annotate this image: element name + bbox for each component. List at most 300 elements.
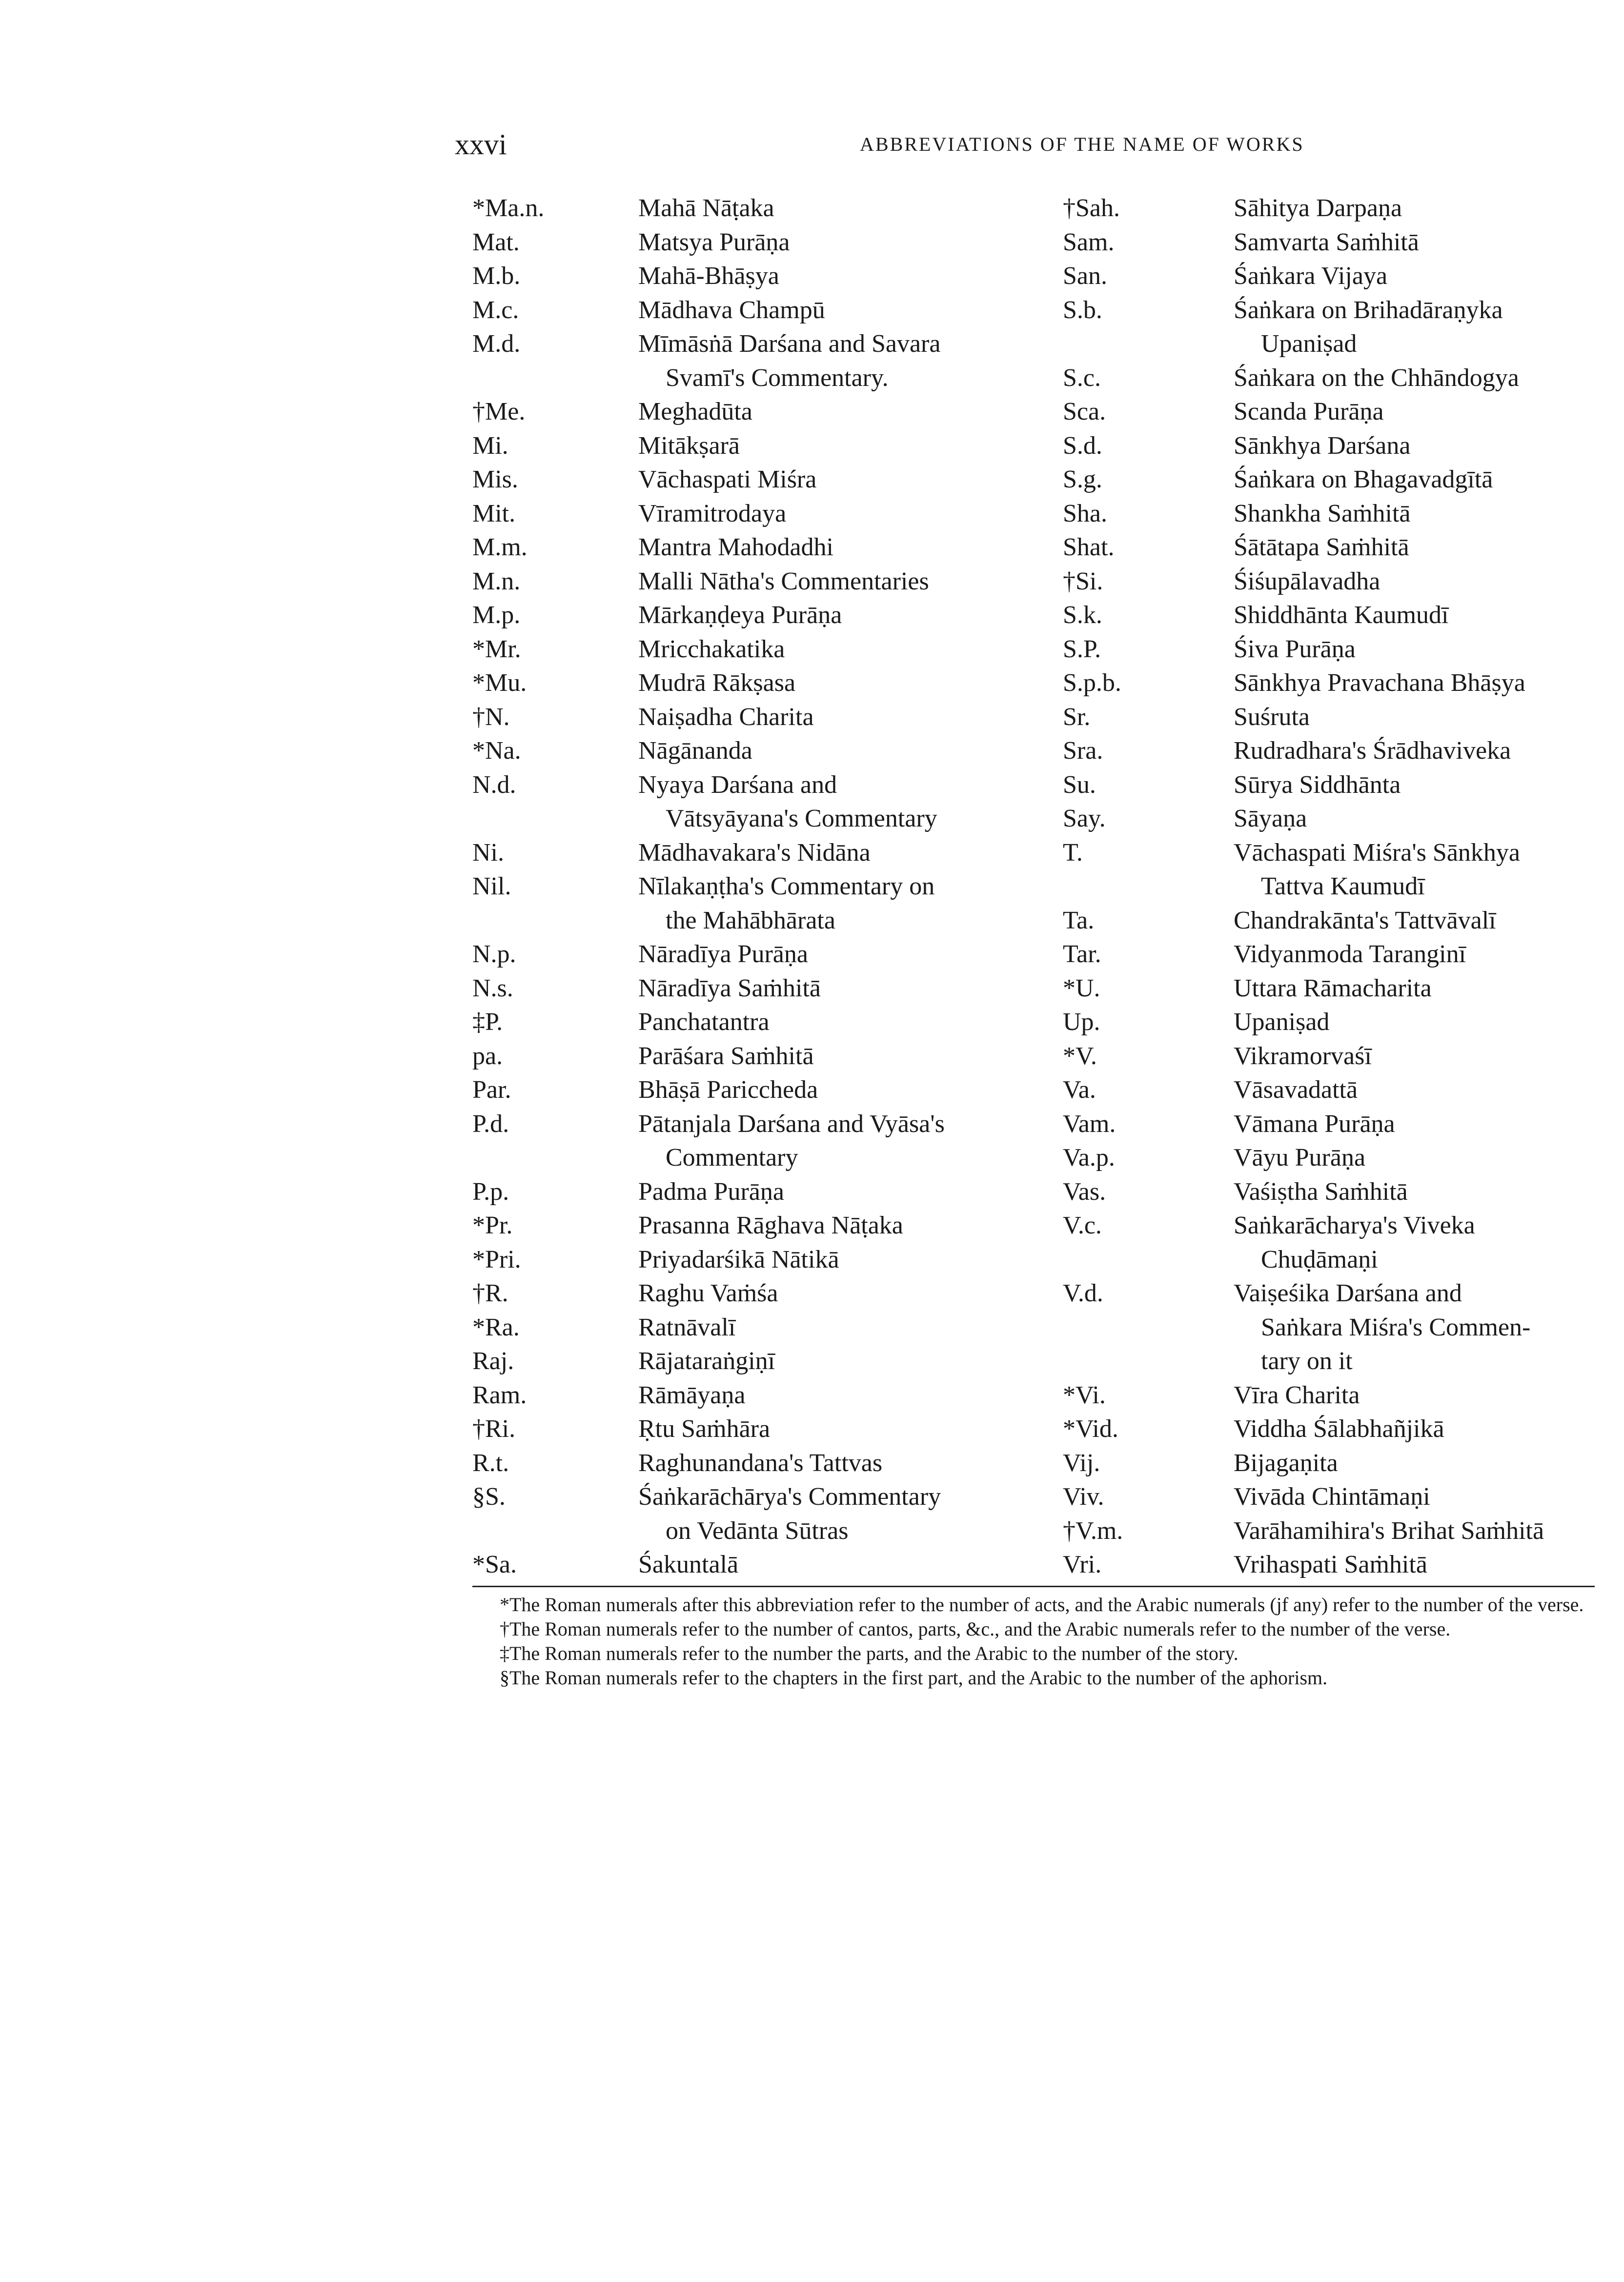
work-title-line: Sāhitya Darpaṇa (1234, 194, 1402, 222)
abbreviation: Shat. (1063, 533, 1115, 561)
work-title (638, 1073, 1121, 1107)
abbreviation: *Pri. (472, 1245, 521, 1273)
abbreviation: M.c. (472, 296, 519, 324)
work-title (638, 937, 1121, 971)
work-title-line: Nyaya Darśana and (638, 770, 837, 799)
work-title (1234, 497, 1614, 531)
work-title-line: Vikramorvaśī (1234, 1042, 1372, 1070)
work-title-line: Padma Purāṇa (638, 1177, 784, 1206)
right-entry (1063, 565, 1614, 599)
running-title: ABBREVIATIONS OF THE NAME OF WORKS (860, 133, 1304, 155)
left-entry (472, 259, 1121, 293)
right-entry (1063, 768, 1614, 802)
work-title-line: Vāsavadattā (1234, 1076, 1358, 1104)
work-title-line: Nāradīya Purāṇa (638, 940, 808, 968)
work-title-line: Raghu Vaṁśa (638, 1279, 778, 1307)
abbreviation: S.d. (1063, 431, 1102, 460)
work-title-line: Matsya Purāṇa (638, 228, 790, 256)
left-entry (472, 565, 1121, 599)
work-title-line: Mārkaṇḍeya Purāṇa (638, 601, 842, 629)
work-title (1234, 395, 1614, 429)
work-title-line: Śakuntalā (638, 1551, 739, 1578)
work-title-line: Śiva Purāṇa (1234, 635, 1356, 663)
abbreviation: M.d. (472, 330, 521, 358)
work-title-line: Raghunandana's Tattvas (638, 1449, 883, 1477)
work-title (638, 836, 1121, 870)
right-entry (1063, 734, 1614, 768)
right-entry (1063, 836, 1614, 904)
abbreviation: †R. (472, 1279, 508, 1307)
abbreviation: †Sah. (1063, 194, 1120, 222)
abbreviation: Mi. (472, 431, 508, 460)
left-entry (472, 191, 1121, 225)
work-title-line: Vātsyāyana's Commentary (666, 805, 937, 832)
work-title-line: Śaṅkara Vijaya (1234, 262, 1388, 290)
work-title (638, 971, 1121, 1006)
work-title (638, 293, 1121, 327)
abbreviation: Mis. (472, 465, 518, 493)
work-title-line: Upaniṣad (1234, 1008, 1330, 1036)
work-title-line: Naiṣadha Charita (638, 703, 814, 731)
abbreviation: Nil. (472, 872, 511, 900)
work-title-line: Varāhamihira's Brihat Saṁhitā (1234, 1516, 1544, 1545)
work-title-line: Vīramitrodaya (638, 499, 787, 527)
left-entry (472, 1311, 1121, 1345)
abbreviation: Va.p. (1063, 1144, 1115, 1171)
work-title (638, 565, 1121, 599)
work-title-line: Śaṅkara on Brihadāraṇyka (1234, 296, 1503, 324)
abbreviation: Sam. (1063, 228, 1115, 256)
right-entry (1063, 1039, 1614, 1073)
work-title (1234, 666, 1614, 700)
left-entry (472, 429, 1121, 463)
work-title (638, 1276, 1121, 1311)
right-entry (1063, 937, 1614, 971)
work-title-line: Śaṅkarāchārya's Commentary (638, 1483, 941, 1511)
left-entry (472, 836, 1121, 870)
work-title-line: Śaṅkara on the Chhāndogya (1234, 364, 1519, 392)
abbreviation: *Mr. (472, 635, 521, 663)
work-title-line: Vāyu Purāṇa (1234, 1144, 1366, 1171)
left-entry (472, 734, 1121, 768)
abbreviation: N.s. (472, 974, 513, 1002)
work-title-line: Mricchakatika (638, 635, 785, 663)
work-title-line: Malli Nātha's Commentaries (638, 567, 929, 595)
footnotes (472, 1594, 1595, 1691)
work-title-line: Panchatantra (638, 1008, 770, 1036)
abbreviation: Sra. (1063, 737, 1103, 765)
work-title (1234, 1175, 1614, 1209)
page-header (0, 128, 1624, 167)
left-entry (472, 293, 1121, 327)
work-title (638, 768, 1121, 836)
right-entry (1063, 1514, 1614, 1548)
work-title (638, 734, 1121, 768)
right-entry (1063, 1107, 1614, 1141)
footnote: §The Roman numerals refer to the chapters in the first part, and the Arabic to the number of the aphorism. (500, 1667, 1328, 1689)
left-entry (472, 1107, 1121, 1175)
right-entry (1063, 1378, 1614, 1413)
work-title (1234, 700, 1614, 734)
work-title (638, 497, 1121, 531)
work-title-line: Viddha Śālabhañjikā (1234, 1415, 1444, 1443)
left-entry (472, 632, 1121, 666)
work-title (638, 1243, 1121, 1277)
right-entry (1063, 632, 1614, 666)
work-title (638, 463, 1121, 497)
work-title (638, 700, 1121, 734)
right-entry (1063, 1073, 1614, 1107)
abbreviation: V.c. (1063, 1212, 1102, 1239)
work-title (1234, 1548, 1614, 1582)
work-title (1234, 904, 1614, 938)
work-title (1234, 259, 1614, 293)
work-title-line: Śaṅkara on Bhagavadgītā (1234, 465, 1493, 493)
right-entry (1063, 1209, 1614, 1276)
abbreviation: V.d. (1063, 1279, 1103, 1307)
left-entry (472, 937, 1121, 971)
work-title (638, 1548, 1121, 1582)
left-entry (472, 1039, 1121, 1073)
abbreviation: pa. (472, 1042, 503, 1070)
work-title-line: on Vedānta Sūtras (666, 1516, 849, 1545)
abbreviation: N.p. (472, 940, 516, 968)
abbreviation: S.p.b. (1063, 669, 1121, 697)
abbreviation: Up. (1063, 1008, 1100, 1036)
right-entry (1063, 1480, 1614, 1514)
work-title-line: Commentary (666, 1144, 798, 1171)
abbreviation: San. (1063, 262, 1107, 290)
work-title (1234, 971, 1614, 1006)
work-title-line: Pātanjala Darśana and Vyāsa's (638, 1110, 945, 1138)
work-title-line: Mitākṣarā (638, 431, 740, 460)
work-title-line: Mādhava Champū (638, 296, 825, 324)
abbreviation: Vij. (1063, 1449, 1100, 1477)
right-entry (1063, 225, 1614, 260)
work-title-line: tary on it (1261, 1347, 1353, 1375)
abbreviation: M.b. (472, 262, 521, 290)
abbreviation: Tar. (1063, 940, 1101, 968)
work-title-line: Bijagaṇita (1234, 1449, 1338, 1477)
work-title (638, 429, 1121, 463)
right-entry (1063, 463, 1614, 497)
work-title-line: Mādhavakara's Nidāna (638, 838, 871, 867)
work-title-line: Mudrā Rākṣasa (638, 669, 796, 697)
right-entry (1063, 700, 1614, 734)
work-title-line: Uttara Rāmacharita (1234, 974, 1432, 1002)
right-entry (1063, 1175, 1614, 1209)
work-title (1234, 1073, 1614, 1107)
left-entry (472, 225, 1121, 260)
right-entry (1063, 904, 1614, 938)
work-title (638, 1209, 1121, 1243)
abbreviation: *Ma.n. (472, 194, 545, 222)
left-entry (472, 530, 1121, 565)
work-title-line: Rājataraṅgiṇī (638, 1347, 775, 1375)
work-title (1234, 225, 1614, 260)
abbreviation: S.k. (1063, 601, 1102, 629)
left-abbreviation-column (472, 191, 1121, 1582)
work-title (638, 1107, 1121, 1175)
work-title-line: Mīmāsṅā Darśana and Savara (638, 330, 941, 358)
work-title (638, 1446, 1121, 1480)
right-entry (1063, 361, 1614, 395)
abbreviation: Viv. (1063, 1483, 1104, 1511)
work-title (1234, 632, 1614, 666)
work-title-line: Sānkhya Pravachana Bhāṣya (1234, 669, 1525, 697)
abbreviation: Vam. (1063, 1110, 1116, 1138)
work-title-line: Upaniṣad (1261, 330, 1357, 358)
right-entry (1063, 1412, 1614, 1446)
left-entry (472, 463, 1121, 497)
abbreviation: Va. (1063, 1076, 1096, 1104)
work-title-line: Mahā-Bhāṣya (638, 262, 779, 290)
work-title (1234, 1514, 1614, 1548)
work-title (638, 869, 1121, 937)
work-title-line: Vrihaspati Saṁhitā (1234, 1551, 1427, 1578)
left-entry (472, 1378, 1121, 1413)
work-title-line: Vāmana Purāṇa (1234, 1110, 1395, 1138)
footnote-divider (472, 1586, 1595, 1587)
abbreviation: *Na. (472, 737, 521, 765)
left-entry (472, 598, 1121, 632)
work-title (1234, 1412, 1614, 1446)
right-entry (1063, 259, 1614, 293)
left-entry (472, 666, 1121, 700)
work-title-line: Vāchaspati Miśra (638, 465, 817, 493)
work-title-line: Prasanna Rāghava Nāṭaka (638, 1212, 903, 1239)
work-title (1234, 836, 1614, 904)
right-entry (1063, 666, 1614, 700)
work-title (1234, 768, 1614, 802)
right-entry (1063, 1141, 1614, 1175)
left-entry (472, 1209, 1121, 1243)
work-title (1234, 1378, 1614, 1413)
abbreviation: S.P. (1063, 635, 1101, 663)
right-entry (1063, 530, 1614, 565)
right-entry (1063, 191, 1614, 225)
abbreviation: *V. (1063, 1042, 1097, 1070)
abbreviation: M.n. (472, 567, 521, 595)
abbreviation: Ta. (1063, 906, 1095, 934)
work-title-line: Sūrya Siddhānta (1234, 770, 1401, 799)
abbreviation: S.b. (1063, 296, 1102, 324)
abbreviation: †Ri. (472, 1415, 516, 1443)
work-title-line: Sānkhya Darśana (1234, 431, 1411, 460)
right-entry (1063, 429, 1614, 463)
work-title-line: Vāchaspati Miśra's Sānkhya (1234, 838, 1521, 867)
abbreviation: N.d. (472, 770, 516, 799)
abbreviation: M.m. (472, 533, 528, 561)
work-title-line: Śātātapa Saṁhitā (1234, 533, 1409, 561)
work-title-line: Ṛtu Saṁhāra (638, 1415, 771, 1443)
work-title (638, 598, 1121, 632)
work-title-line: Nīlakaṇṭha's Commentary on (638, 872, 935, 900)
abbreviation: Sr. (1063, 703, 1091, 731)
work-title (1234, 1446, 1614, 1480)
left-entry (472, 327, 1121, 395)
work-title-line: Vidyanmoda Taranginī (1234, 940, 1466, 968)
abbreviation: Ram. (472, 1381, 527, 1409)
right-entry (1063, 395, 1614, 429)
work-title (1234, 802, 1614, 836)
work-title (638, 1175, 1121, 1209)
work-title-line: Nāradīya Saṁhitā (638, 974, 821, 1002)
left-entry (472, 971, 1121, 1006)
left-entry (472, 700, 1121, 734)
abbreviation: T. (1063, 838, 1083, 867)
work-title (1234, 1039, 1614, 1073)
left-entry (472, 497, 1121, 531)
abbreviation: Raj. (472, 1347, 514, 1375)
left-entry (472, 395, 1121, 429)
abbreviation: *Vi. (1063, 1381, 1106, 1409)
work-title (638, 666, 1121, 700)
abbreviation: P.p. (472, 1177, 509, 1206)
right-entry (1063, 971, 1614, 1006)
work-title (638, 1480, 1121, 1548)
abbreviation: R.t. (472, 1449, 509, 1477)
right-entry (1063, 1005, 1614, 1039)
abbreviation: Ni. (472, 838, 504, 867)
abbreviation: Sca. (1063, 398, 1106, 425)
work-title (638, 530, 1121, 565)
abbreviation: S.c. (1063, 364, 1101, 392)
footnote: †The Roman numerals refer to the number of cantos, parts, &c., and the Arabic numerals refer to the number of the verse. (500, 1618, 1451, 1640)
work-title (1234, 293, 1614, 361)
right-entry (1063, 598, 1614, 632)
work-title (1234, 1107, 1614, 1141)
work-title-line: Vaiṣeśika Darśana and (1234, 1279, 1462, 1307)
left-entry (472, 1480, 1121, 1548)
abbreviation: ‡P. (472, 1008, 503, 1036)
abbreviation: *Vid. (1063, 1415, 1118, 1443)
left-entry (472, 869, 1121, 937)
work-title (1234, 1005, 1614, 1039)
left-entry (472, 1446, 1121, 1480)
work-title (1234, 191, 1614, 225)
left-entry (472, 1005, 1121, 1039)
work-title (1234, 1480, 1614, 1514)
abbreviation: Par. (472, 1076, 511, 1104)
work-title-line: Priyadarśikā Nātikā (638, 1245, 839, 1273)
abbreviation: P.d. (472, 1110, 509, 1138)
work-title (1234, 1209, 1614, 1276)
footnote: ‡The Roman numerals refer to the number the parts, and the Arabic to the number of the story. (500, 1642, 1238, 1664)
work-title (1234, 530, 1614, 565)
work-title-line: Bhāṣā Pariccheda (638, 1076, 818, 1104)
work-title-line: Shankha Saṁhitā (1234, 499, 1411, 527)
abbreviation: *Sa. (472, 1551, 517, 1578)
abbreviation: †Me. (472, 398, 526, 425)
left-entry (472, 1276, 1121, 1311)
right-entry (1063, 293, 1614, 361)
work-title-line: Vivāda Chintāmaṇi (1234, 1483, 1430, 1511)
work-title (638, 1039, 1121, 1073)
work-title (638, 225, 1121, 260)
right-entry (1063, 1548, 1614, 1582)
work-title-line: the Mahābhārata (666, 906, 835, 934)
right-entry (1063, 497, 1614, 531)
abbreviation: Sha. (1063, 499, 1107, 527)
work-title-line: Scanda Purāṇa (1234, 398, 1384, 425)
work-title-line: Chuḍāmaṇi (1261, 1245, 1378, 1273)
work-title-line: Mantra Mahodadhi (638, 533, 834, 561)
work-title (1234, 1141, 1614, 1175)
left-entry (472, 1175, 1121, 1209)
abbreviation: †N. (472, 703, 510, 731)
work-title-line: Samvarta Saṁhitā (1234, 228, 1419, 256)
right-abbreviation-column (1063, 191, 1614, 1582)
work-title-line: Shiddhānta Kaumudī (1234, 601, 1449, 629)
right-entry (1063, 1276, 1614, 1378)
work-title-line: Vīra Charita (1234, 1381, 1360, 1409)
work-title-line: Rudradhara's Śrādhaviveka (1234, 737, 1511, 765)
work-title (1234, 937, 1614, 971)
work-title (1234, 429, 1614, 463)
work-title-line: Meghadūta (638, 398, 752, 425)
footnote: *The Roman numerals after this abbreviation refer to the number of acts, and the Arabic numerals (jf any) refer to the number of the verse. (500, 1594, 1584, 1616)
left-entry (472, 1412, 1121, 1446)
work-title (638, 1311, 1121, 1345)
work-title (1234, 463, 1614, 497)
work-title-line: Rāmāyaṇa (638, 1381, 746, 1409)
work-title (638, 1378, 1121, 1413)
work-title (638, 259, 1121, 293)
right-entry (1063, 802, 1614, 836)
work-title (638, 395, 1121, 429)
abbreviation: Vri. (1063, 1551, 1102, 1578)
left-entry (472, 1548, 1121, 1582)
right-entry (1063, 1446, 1614, 1480)
left-entry (472, 1073, 1121, 1107)
abbreviation: M.p. (472, 601, 521, 629)
abbreviation: Say. (1063, 805, 1106, 832)
left-entry (472, 768, 1121, 836)
abbreviation: S.g. (1063, 465, 1102, 493)
abbreviation: Vas. (1063, 1177, 1106, 1206)
work-title-line: Saṅkara Miśra's Commen- (1261, 1313, 1531, 1341)
work-title-line: Vaśiṣtha Saṁhitā (1234, 1177, 1408, 1206)
work-title-line: Nāgānanda (638, 737, 752, 765)
abbreviation: Mat. (472, 228, 520, 256)
abbreviation: §S. (472, 1483, 506, 1511)
work-title-line: Chandrakānta's Tattvāvalī (1234, 906, 1496, 934)
work-title-line: Śiśupālavadha (1234, 567, 1380, 595)
work-title (638, 632, 1121, 666)
work-title-line: Mahā Nāṭaka (638, 194, 774, 222)
work-title (1234, 598, 1614, 632)
work-title-line: Parāśara Saṁhitā (638, 1042, 814, 1070)
abbreviation: *Mu. (472, 669, 527, 697)
abbreviation: Su. (1063, 770, 1096, 799)
work-title (1234, 565, 1614, 599)
abbreviation: *Ra. (472, 1313, 520, 1341)
work-title (638, 1344, 1121, 1378)
work-title (638, 191, 1121, 225)
work-title (1234, 734, 1614, 768)
work-title-line: Tattva Kaumudī (1261, 872, 1425, 900)
work-title (638, 1412, 1121, 1446)
work-title-line: Ratnāvalī (638, 1313, 736, 1341)
abbreviation: †Si. (1063, 567, 1103, 595)
work-title (638, 1005, 1121, 1039)
left-entry (472, 1344, 1121, 1378)
work-title-line: Sāyaṇa (1234, 805, 1307, 832)
abbreviation: Mit. (472, 499, 516, 527)
abbreviation: *Pr. (472, 1212, 513, 1239)
work-title-line: Saṅkarācharya's Viveka (1234, 1212, 1475, 1239)
